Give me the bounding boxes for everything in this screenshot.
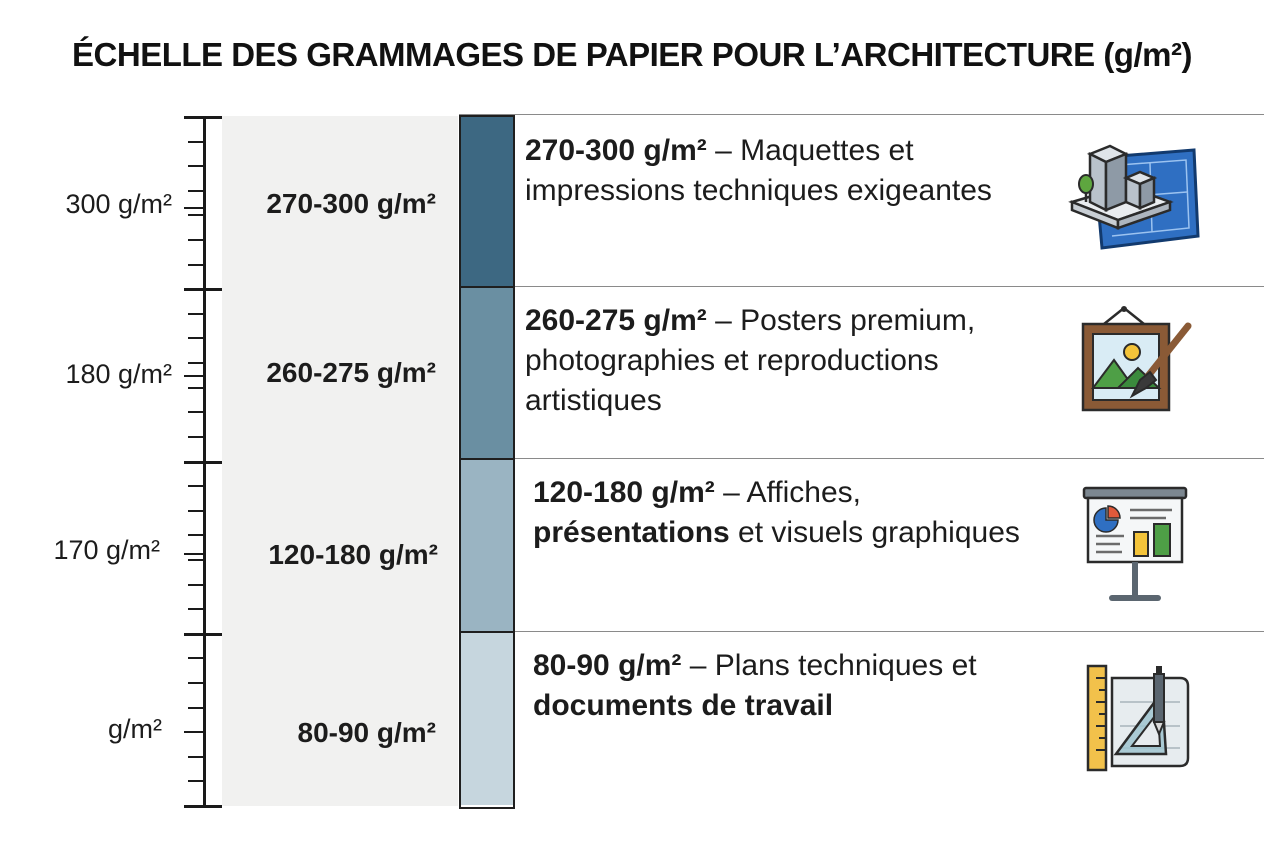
minor-tick <box>188 559 204 561</box>
tier-description-range: 120-180 g/m² <box>533 476 715 509</box>
axis-label-4: g/m² <box>108 714 162 744</box>
minor-tick <box>188 239 204 241</box>
page-title: ÉCHELLE DES GRAMMAGES DE PAPIER POUR L’ARCHITECTURE (g/m²) <box>72 36 1192 73</box>
minor-tick <box>188 584 204 586</box>
separator-line <box>511 286 1264 287</box>
tier-description-3 <box>533 473 1053 553</box>
tier-description-emphasis: documents de travail <box>533 689 834 722</box>
label-tick <box>184 553 204 555</box>
separator-line <box>511 631 1264 632</box>
tier-description-text: – Plans techniques et <box>681 649 977 682</box>
tier-description-range: 80-90 g/m² <box>533 649 682 682</box>
presentation-board-icon <box>1080 484 1190 606</box>
tier-description-text: – Maquettes et impressions techniques exigeantes <box>525 134 992 207</box>
tier-description-text: et visuels graphiques <box>729 516 1020 549</box>
range-label-1: 270-300 g/m² <box>266 188 436 219</box>
major-tick <box>184 805 222 808</box>
minor-tick <box>188 608 204 610</box>
axis-label-2: 180 g/m² <box>65 359 172 389</box>
minor-tick <box>188 362 204 364</box>
separator-line <box>459 114 1264 115</box>
minor-tick <box>188 436 204 438</box>
minor-tick <box>188 756 204 758</box>
tier-description-range: 270-300 g/m² <box>525 134 707 167</box>
tier-description-range: 260-275 g/m² <box>525 304 707 337</box>
tier-description-emphasis: présentations <box>533 516 730 549</box>
major-tick <box>184 461 222 464</box>
bar-segment-1 <box>459 116 515 287</box>
minor-tick <box>188 387 204 389</box>
minor-tick <box>188 707 204 709</box>
bar-divider <box>459 286 515 288</box>
minor-tick <box>188 780 204 782</box>
bar-segment-4 <box>459 632 515 805</box>
drafting-tools-icon <box>1084 662 1192 774</box>
label-tick <box>184 731 204 733</box>
minor-tick <box>188 165 204 167</box>
tier-description-text: – Affiches, <box>714 476 861 509</box>
minor-tick <box>188 411 204 413</box>
framed-picture-brush-icon <box>1076 304 1194 416</box>
tier-description-text: – Posters premium, photographies et reproductions artistiques <box>525 304 976 417</box>
minor-tick <box>188 264 204 266</box>
bar-segment-3 <box>459 459 515 632</box>
minor-tick <box>188 485 204 487</box>
range-label-3: 120-180 g/m² <box>268 539 438 570</box>
major-tick <box>184 288 222 291</box>
bar-segment-2 <box>459 287 515 459</box>
tier-description-4 <box>533 646 1053 726</box>
minor-tick <box>188 190 204 192</box>
minor-tick <box>188 313 204 315</box>
bar-divider <box>459 458 515 460</box>
tier-description-1 <box>525 131 1035 211</box>
architecture-model-icon <box>1066 136 1202 254</box>
minor-tick <box>188 682 204 684</box>
label-tick <box>184 375 204 377</box>
range-label-4: 80-90 g/m² <box>297 717 436 748</box>
major-tick <box>184 633 222 636</box>
minor-tick <box>188 510 204 512</box>
bar-divider <box>459 631 515 633</box>
axis-label-3: 170 g/m² <box>53 535 160 565</box>
label-tick <box>184 207 204 209</box>
minor-tick <box>188 534 204 536</box>
tier-description-2 <box>525 301 1045 421</box>
separator-line <box>511 458 1264 459</box>
minor-tick <box>188 337 204 339</box>
minor-tick <box>188 657 204 659</box>
minor-tick <box>188 214 204 216</box>
minor-tick <box>188 141 204 143</box>
axis-label-1: 300 g/m² <box>65 189 172 219</box>
major-tick <box>184 116 222 119</box>
range-label-2: 260-275 g/m² <box>266 357 436 388</box>
